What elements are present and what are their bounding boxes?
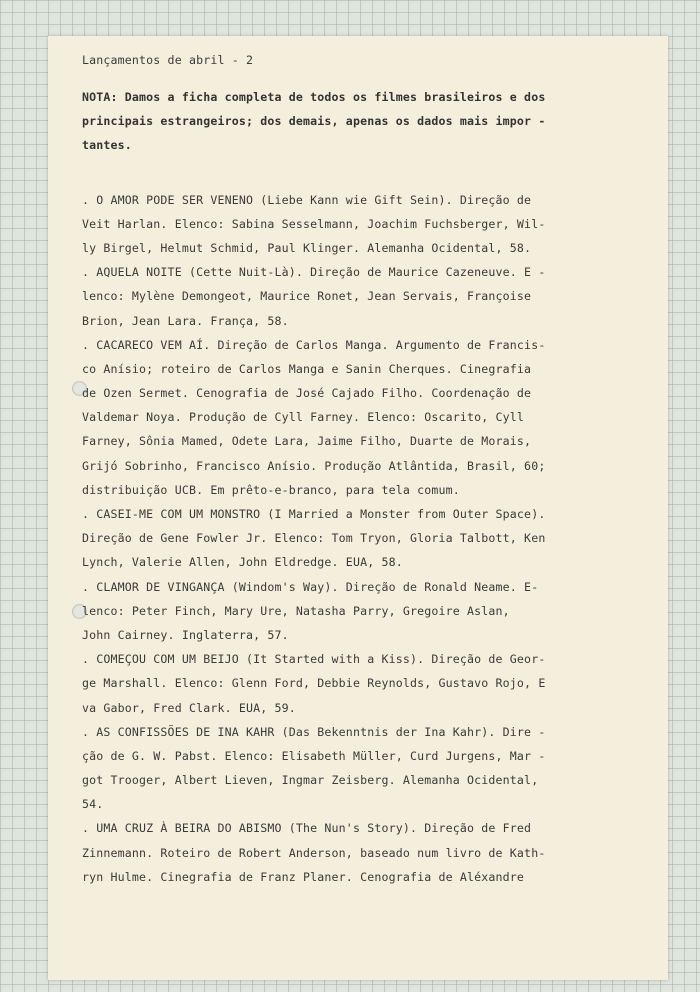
film-entry-uma-cruz-a-beira-do-abismo	[82, 816, 627, 889]
text-line: . AQUELA NOITE (Cette Nuit-Là). Direção de Maurice Cazeneuve. E -	[82, 265, 546, 280]
text-line: principais estrangeiros; dos demais, apenas os dados mais impor -	[82, 114, 546, 129]
film-entry-clamor-de-vinganca	[82, 575, 627, 648]
text-line: ly Birgel, Helmut Schmid, Paul Klinger. Alemanha Ocidental, 58.	[82, 240, 532, 255]
text-line: . O AMOR PODE SER VENENO (Liebe Kann wie Gift Sein). Direção de	[82, 192, 532, 207]
film-entry-confissoes-de-ina-kahr	[82, 720, 627, 817]
text-line: got Trooger, Albert Lieven, Ingmar Zeisberg. Alemanha Ocidental,	[82, 773, 539, 788]
text-line: distribuição UCB. Em prêto-e-branco, para tela comum.	[82, 482, 460, 497]
text-line: Veit Harlan. Elenco: Sabina Sesselmann, Joachim Fuchsberger, Wil-	[82, 216, 546, 231]
text-line: lenco: Mylène Demongeot, Maurice Ronet, Jean Servais, Françoise	[82, 289, 532, 304]
text-line: ge Marshall. Elenco: Glenn Ford, Debbie Reynolds, Gustavo Rojo, E	[82, 676, 546, 691]
film-entry-amor-pode-ser-veneno	[82, 188, 627, 261]
text-line: tantes.	[82, 138, 132, 153]
text-line: . CLAMOR DE VINGANÇA (Windom's Way). Direção de Ronald Neame. E-	[82, 579, 539, 594]
text-line: lenco: Peter Finch, Mary Ure, Natasha Parry, Gregoire Aslan,	[82, 603, 510, 618]
film-entry-aquela-noite	[82, 260, 627, 333]
text-line: Farney, Sônia Mamed, Odete Lara, Jaime Filho, Duarte de Morais,	[82, 434, 532, 449]
text-line: Brion, Jean Lara. França, 58.	[82, 313, 289, 328]
text-line: Direção de Gene Fowler Jr. Elenco: Tom Tryon, Gloria Talbott, Ken	[82, 531, 546, 546]
text-line: . AS CONFISSÕES DE INA KAHR (Das Bekenntnis der Ina Kahr). Dire -	[82, 724, 546, 739]
text-line: Valdemar Noya. Produção de Cyll Farney. Elenco: Oscarito, Cyll	[82, 410, 525, 425]
page-header: Lançamentos de abril - 2	[82, 53, 254, 67]
typed-document	[82, 47, 627, 889]
film-entry-comecou-com-um-beijo	[82, 647, 627, 720]
text-line: . CASEI-ME COM UM MONSTRO (I Married a Monster from Outer Space).	[82, 507, 546, 521]
text-line: Grijó Sobrinho, Francisco Anísio. Produção Atlântida, Brasil, 60;	[82, 458, 546, 473]
text-line: Zinnemann. Roteiro de Robert Anderson, baseado num livro de Kath-	[82, 845, 546, 860]
text-line: de Ozen Sermet. Cenografia de José Cajado Filho. Coordenação de	[82, 386, 532, 401]
text-line: Lynch, Valerie Allen, John Eldredge. EUA, 58.	[82, 555, 403, 570]
film-entry-casei-me-com-um-monstro	[82, 502, 627, 575]
text-line: NOTA: Damos a ficha completa de todos os filmes brasileiros e dos	[82, 90, 546, 104]
nota-paragraph	[82, 85, 627, 158]
text-line: va Gabor, Fred Clark. EUA, 59.	[82, 700, 296, 715]
text-line: . UMA CRUZ À BEIRA DO ABISMO (The Nun's Story). Direção de Fred	[82, 821, 532, 836]
text-line: co Anísio; roteiro de Carlos Manga e Sanin Cherques. Cinegrafia	[82, 361, 532, 376]
text-line: John Cairney. Inglaterra, 57.	[82, 627, 289, 642]
text-line: . COMEÇOU COM UM BEIJO (It Started with a Kiss). Direção de Geor-	[82, 652, 546, 667]
text-line: . CACARECO VEM AÍ. Direção de Carlos Manga. Argumento de Francis-	[82, 337, 546, 352]
film-entry-cacareco-vem-ai	[82, 333, 627, 502]
text-line: ção de G. W. Pabst. Elenco: Elisabeth Müller, Curd Jurgens, Mar -	[82, 748, 546, 763]
text-line: 54.	[82, 797, 104, 812]
text-line: ryn Hulme. Cinegrafia de Franz Planer. Cenografia de Aléxandre	[82, 869, 525, 884]
